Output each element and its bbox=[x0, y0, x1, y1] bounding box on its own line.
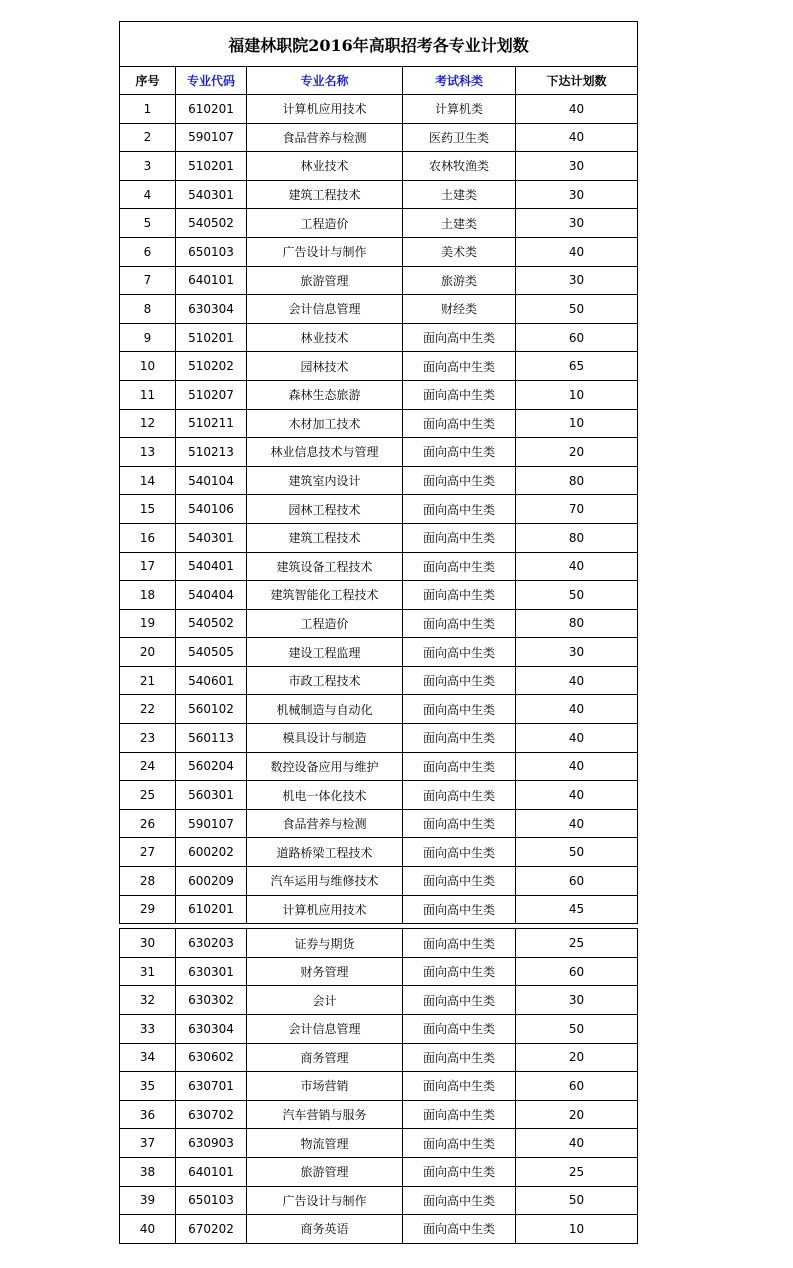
cell-seq: 37 bbox=[120, 1129, 176, 1158]
cell-exam-category: 面向高中生类 bbox=[403, 609, 516, 638]
cell-seq: 1 bbox=[120, 95, 176, 124]
cell-major-name: 财务管理 bbox=[247, 957, 403, 986]
table-row bbox=[120, 466, 638, 495]
cell-exam-category: 面向高中生类 bbox=[403, 986, 516, 1015]
cell-code: 610201 bbox=[176, 95, 247, 124]
cell-code: 540301 bbox=[176, 180, 247, 209]
cell-seq: 31 bbox=[120, 957, 176, 986]
cell-seq: 19 bbox=[120, 609, 176, 638]
cell-exam-category: 面向高中生类 bbox=[403, 523, 516, 552]
cell-major-name: 证券与期货 bbox=[247, 929, 403, 958]
cell-major-name: 广告设计与制作 bbox=[247, 1186, 403, 1215]
cell-plan-count: 30 bbox=[516, 180, 638, 209]
cell-major-name: 道路桥梁工程技术 bbox=[247, 838, 403, 867]
table-row bbox=[120, 752, 638, 781]
cell-exam-category: 面向高中生类 bbox=[403, 838, 516, 867]
cell-major-name: 森林生态旅游 bbox=[247, 380, 403, 409]
table-row bbox=[120, 666, 638, 695]
cell-seq: 12 bbox=[120, 409, 176, 438]
cell-exam-category: 旅游类 bbox=[403, 266, 516, 295]
table-row bbox=[120, 123, 638, 152]
cell-seq: 20 bbox=[120, 638, 176, 667]
table-row bbox=[120, 1157, 638, 1186]
cell-major-name: 工程造价 bbox=[247, 209, 403, 238]
cell-code: 540301 bbox=[176, 523, 247, 552]
cell-major-name: 物流管理 bbox=[247, 1129, 403, 1158]
cell-plan-count: 70 bbox=[516, 495, 638, 524]
cell-exam-category: 面向高中生类 bbox=[403, 1215, 516, 1244]
cell-plan-count: 30 bbox=[516, 152, 638, 181]
cell-seq: 6 bbox=[120, 237, 176, 266]
table-row bbox=[120, 957, 638, 986]
cell-major-name: 建设工程监理 bbox=[247, 638, 403, 667]
cell-plan-count: 50 bbox=[516, 1015, 638, 1044]
cell-code: 640101 bbox=[176, 1157, 247, 1186]
cell-code: 560102 bbox=[176, 695, 247, 724]
cell-plan-count: 80 bbox=[516, 523, 638, 552]
cell-exam-category: 财经类 bbox=[403, 295, 516, 324]
cell-seq: 13 bbox=[120, 438, 176, 467]
cell-code: 540502 bbox=[176, 609, 247, 638]
cell-major-name: 食品营养与检测 bbox=[247, 809, 403, 838]
cell-major-name: 市政工程技术 bbox=[247, 666, 403, 695]
cell-exam-category: 面向高中生类 bbox=[403, 929, 516, 958]
cell-seq: 22 bbox=[120, 695, 176, 724]
cell-seq: 18 bbox=[120, 581, 176, 610]
cell-code: 590107 bbox=[176, 123, 247, 152]
table-row bbox=[120, 609, 638, 638]
cell-plan-count: 40 bbox=[516, 237, 638, 266]
cell-exam-category: 面向高中生类 bbox=[403, 1157, 516, 1186]
cell-exam-category: 面向高中生类 bbox=[403, 1129, 516, 1158]
cell-exam-category: 面向高中生类 bbox=[403, 409, 516, 438]
cell-seq: 29 bbox=[120, 895, 176, 924]
cell-exam-category: 面向高中生类 bbox=[403, 638, 516, 667]
cell-seq: 9 bbox=[120, 323, 176, 352]
table-row bbox=[120, 929, 638, 958]
cell-plan-count: 45 bbox=[516, 895, 638, 924]
table-body bbox=[120, 95, 638, 1244]
cell-code: 630701 bbox=[176, 1072, 247, 1101]
cell-plan-count: 50 bbox=[516, 581, 638, 610]
cell-major-name: 会计 bbox=[247, 986, 403, 1015]
cell-plan-count: 40 bbox=[516, 752, 638, 781]
cell-exam-category: 面向高中生类 bbox=[403, 552, 516, 581]
cell-major-name: 林业技术 bbox=[247, 152, 403, 181]
cell-exam-category: 面向高中生类 bbox=[403, 867, 516, 896]
cell-seq: 2 bbox=[120, 123, 176, 152]
cell-major-name: 模具设计与制造 bbox=[247, 724, 403, 753]
header-code: 专业代码 bbox=[176, 67, 247, 95]
cell-code: 630302 bbox=[176, 986, 247, 1015]
cell-plan-count: 80 bbox=[516, 609, 638, 638]
cell-code: 640101 bbox=[176, 266, 247, 295]
cell-major-name: 汽车运用与维修技术 bbox=[247, 867, 403, 896]
cell-plan-count: 60 bbox=[516, 323, 638, 352]
table-row bbox=[120, 266, 638, 295]
cell-seq: 38 bbox=[120, 1157, 176, 1186]
cell-major-name: 建筑室内设计 bbox=[247, 466, 403, 495]
cell-exam-category: 面向高中生类 bbox=[403, 752, 516, 781]
cell-seq: 33 bbox=[120, 1015, 176, 1044]
cell-plan-count: 30 bbox=[516, 638, 638, 667]
cell-exam-category: 面向高中生类 bbox=[403, 781, 516, 810]
cell-code: 540505 bbox=[176, 638, 247, 667]
table-row bbox=[120, 781, 638, 810]
cell-code: 560204 bbox=[176, 752, 247, 781]
cell-major-name: 会计信息管理 bbox=[247, 1015, 403, 1044]
cell-seq: 34 bbox=[120, 1043, 176, 1072]
cell-code: 630702 bbox=[176, 1100, 247, 1129]
cell-code: 600209 bbox=[176, 867, 247, 896]
cell-code: 540106 bbox=[176, 495, 247, 524]
cell-code: 590107 bbox=[176, 809, 247, 838]
cell-seq: 32 bbox=[120, 986, 176, 1015]
cell-code: 540404 bbox=[176, 581, 247, 610]
cell-seq: 27 bbox=[120, 838, 176, 867]
cell-exam-category: 面向高中生类 bbox=[403, 1043, 516, 1072]
cell-plan-count: 30 bbox=[516, 209, 638, 238]
cell-plan-count: 60 bbox=[516, 957, 638, 986]
cell-exam-category: 美术类 bbox=[403, 237, 516, 266]
cell-exam-category: 面向高中生类 bbox=[403, 1015, 516, 1044]
cell-seq: 39 bbox=[120, 1186, 176, 1215]
table-row bbox=[120, 867, 638, 896]
cell-seq: 8 bbox=[120, 295, 176, 324]
table-row bbox=[120, 409, 638, 438]
cell-code: 540401 bbox=[176, 552, 247, 581]
cell-code: 560113 bbox=[176, 724, 247, 753]
header-exam-category: 考试科类 bbox=[403, 67, 516, 95]
cell-exam-category: 面向高中生类 bbox=[403, 323, 516, 352]
table-row bbox=[120, 237, 638, 266]
table-row bbox=[120, 1072, 638, 1101]
plan-table bbox=[119, 21, 638, 1244]
cell-plan-count: 40 bbox=[516, 95, 638, 124]
cell-seq: 4 bbox=[120, 180, 176, 209]
cell-major-name: 广告设计与制作 bbox=[247, 237, 403, 266]
cell-exam-category: 面向高中生类 bbox=[403, 724, 516, 753]
cell-major-name: 工程造价 bbox=[247, 609, 403, 638]
cell-plan-count: 10 bbox=[516, 1215, 638, 1244]
table-row bbox=[120, 1100, 638, 1129]
cell-plan-count: 50 bbox=[516, 295, 638, 324]
cell-code: 630304 bbox=[176, 295, 247, 324]
cell-plan-count: 20 bbox=[516, 1100, 638, 1129]
cell-major-name: 建筑工程技术 bbox=[247, 523, 403, 552]
cell-major-name: 商务管理 bbox=[247, 1043, 403, 1072]
cell-major-name: 机械制造与自动化 bbox=[247, 695, 403, 724]
table-row bbox=[120, 152, 638, 181]
cell-exam-category: 面向高中生类 bbox=[403, 466, 516, 495]
cell-seq: 26 bbox=[120, 809, 176, 838]
table-row bbox=[120, 1215, 638, 1244]
table-row bbox=[120, 438, 638, 467]
table-row bbox=[120, 323, 638, 352]
table-row bbox=[120, 1129, 638, 1158]
table-row bbox=[120, 209, 638, 238]
cell-seq: 17 bbox=[120, 552, 176, 581]
cell-major-name: 林业信息技术与管理 bbox=[247, 438, 403, 467]
table-row bbox=[120, 581, 638, 610]
table-row bbox=[120, 986, 638, 1015]
header-row bbox=[120, 67, 638, 95]
header-seq: 序号 bbox=[120, 67, 176, 95]
cell-code: 510201 bbox=[176, 152, 247, 181]
cell-code: 630203 bbox=[176, 929, 247, 958]
cell-plan-count: 65 bbox=[516, 352, 638, 381]
cell-major-name: 旅游管理 bbox=[247, 266, 403, 295]
plan-table-container bbox=[119, 21, 637, 1244]
cell-plan-count: 40 bbox=[516, 724, 638, 753]
cell-code: 610201 bbox=[176, 895, 247, 924]
cell-code: 670202 bbox=[176, 1215, 247, 1244]
cell-code: 540502 bbox=[176, 209, 247, 238]
cell-plan-count: 30 bbox=[516, 266, 638, 295]
cell-seq: 3 bbox=[120, 152, 176, 181]
cell-code: 630903 bbox=[176, 1129, 247, 1158]
table-row bbox=[120, 895, 638, 924]
cell-plan-count: 40 bbox=[516, 781, 638, 810]
cell-exam-category: 农林牧渔类 bbox=[403, 152, 516, 181]
cell-major-name: 林业技术 bbox=[247, 323, 403, 352]
cell-plan-count: 25 bbox=[516, 929, 638, 958]
cell-code: 510201 bbox=[176, 323, 247, 352]
cell-major-name: 市场营销 bbox=[247, 1072, 403, 1101]
cell-code: 510207 bbox=[176, 380, 247, 409]
cell-seq: 35 bbox=[120, 1072, 176, 1101]
table-row bbox=[120, 638, 638, 667]
cell-seq: 7 bbox=[120, 266, 176, 295]
cell-exam-category: 面向高中生类 bbox=[403, 380, 516, 409]
table-row bbox=[120, 180, 638, 209]
table-row bbox=[120, 380, 638, 409]
cell-code: 540104 bbox=[176, 466, 247, 495]
cell-code: 510211 bbox=[176, 409, 247, 438]
table-row bbox=[120, 95, 638, 124]
cell-exam-category: 医药卫生类 bbox=[403, 123, 516, 152]
cell-plan-count: 80 bbox=[516, 466, 638, 495]
cell-major-name: 园林工程技术 bbox=[247, 495, 403, 524]
cell-exam-category: 面向高中生类 bbox=[403, 495, 516, 524]
cell-exam-category: 面向高中生类 bbox=[403, 581, 516, 610]
cell-seq: 28 bbox=[120, 867, 176, 896]
cell-plan-count: 60 bbox=[516, 867, 638, 896]
cell-plan-count: 60 bbox=[516, 1072, 638, 1101]
cell-plan-count: 50 bbox=[516, 1186, 638, 1215]
cell-seq: 25 bbox=[120, 781, 176, 810]
cell-major-name: 建筑设备工程技术 bbox=[247, 552, 403, 581]
cell-seq: 15 bbox=[120, 495, 176, 524]
cell-exam-category: 面向高中生类 bbox=[403, 895, 516, 924]
cell-exam-category: 面向高中生类 bbox=[403, 957, 516, 986]
header-plan-count: 下达计划数 bbox=[516, 67, 638, 95]
cell-seq: 5 bbox=[120, 209, 176, 238]
cell-major-name: 建筑智能化工程技术 bbox=[247, 581, 403, 610]
cell-major-name: 商务英语 bbox=[247, 1215, 403, 1244]
cell-plan-count: 20 bbox=[516, 1043, 638, 1072]
cell-seq: 11 bbox=[120, 380, 176, 409]
cell-exam-category: 面向高中生类 bbox=[403, 1100, 516, 1129]
cell-plan-count: 40 bbox=[516, 1129, 638, 1158]
cell-seq: 24 bbox=[120, 752, 176, 781]
cell-major-name: 园林技术 bbox=[247, 352, 403, 381]
cell-plan-count: 10 bbox=[516, 380, 638, 409]
cell-plan-count: 50 bbox=[516, 838, 638, 867]
table-row bbox=[120, 295, 638, 324]
table-row bbox=[120, 838, 638, 867]
cell-plan-count: 40 bbox=[516, 695, 638, 724]
cell-major-name: 计算机应用技术 bbox=[247, 895, 403, 924]
cell-exam-category: 计算机类 bbox=[403, 95, 516, 124]
cell-exam-category: 土建类 bbox=[403, 180, 516, 209]
cell-major-name: 计算机应用技术 bbox=[247, 95, 403, 124]
table-row bbox=[120, 495, 638, 524]
cell-code: 540601 bbox=[176, 666, 247, 695]
table-row bbox=[120, 552, 638, 581]
cell-plan-count: 40 bbox=[516, 123, 638, 152]
cell-seq: 30 bbox=[120, 929, 176, 958]
cell-code: 630301 bbox=[176, 957, 247, 986]
cell-exam-category: 面向高中生类 bbox=[403, 809, 516, 838]
table-row bbox=[120, 523, 638, 552]
cell-code: 650103 bbox=[176, 1186, 247, 1215]
cell-code: 560301 bbox=[176, 781, 247, 810]
cell-major-name: 汽车营销与服务 bbox=[247, 1100, 403, 1129]
cell-major-name: 旅游管理 bbox=[247, 1157, 403, 1186]
cell-exam-category: 面向高中生类 bbox=[403, 438, 516, 467]
cell-code: 510213 bbox=[176, 438, 247, 467]
cell-exam-category: 土建类 bbox=[403, 209, 516, 238]
table-row bbox=[120, 1015, 638, 1044]
cell-code: 630304 bbox=[176, 1015, 247, 1044]
cell-exam-category: 面向高中生类 bbox=[403, 1186, 516, 1215]
table-row bbox=[120, 1186, 638, 1215]
cell-code: 630602 bbox=[176, 1043, 247, 1072]
cell-exam-category: 面向高中生类 bbox=[403, 695, 516, 724]
table-row bbox=[120, 809, 638, 838]
cell-code: 650103 bbox=[176, 237, 247, 266]
header-major-name: 专业名称 bbox=[247, 67, 403, 95]
cell-code: 600202 bbox=[176, 838, 247, 867]
cell-major-name: 食品营养与检测 bbox=[247, 123, 403, 152]
cell-major-name: 数控设备应用与维护 bbox=[247, 752, 403, 781]
cell-exam-category: 面向高中生类 bbox=[403, 352, 516, 381]
cell-seq: 16 bbox=[120, 523, 176, 552]
cell-major-name: 机电一体化技术 bbox=[247, 781, 403, 810]
cell-exam-category: 面向高中生类 bbox=[403, 666, 516, 695]
cell-major-name: 木材加工技术 bbox=[247, 409, 403, 438]
cell-major-name: 会计信息管理 bbox=[247, 295, 403, 324]
cell-plan-count: 40 bbox=[516, 666, 638, 695]
cell-seq: 21 bbox=[120, 666, 176, 695]
cell-plan-count: 40 bbox=[516, 552, 638, 581]
table-title: 福建林职院2016年高职招考各专业计划数 bbox=[120, 22, 638, 67]
table-row bbox=[120, 1043, 638, 1072]
cell-seq: 23 bbox=[120, 724, 176, 753]
cell-plan-count: 20 bbox=[516, 438, 638, 467]
table-row bbox=[120, 352, 638, 381]
cell-major-name: 建筑工程技术 bbox=[247, 180, 403, 209]
table-row bbox=[120, 695, 638, 724]
cell-plan-count: 25 bbox=[516, 1157, 638, 1186]
cell-plan-count: 10 bbox=[516, 409, 638, 438]
table-row bbox=[120, 724, 638, 753]
cell-seq: 14 bbox=[120, 466, 176, 495]
cell-exam-category: 面向高中生类 bbox=[403, 1072, 516, 1101]
cell-plan-count: 30 bbox=[516, 986, 638, 1015]
cell-plan-count: 40 bbox=[516, 809, 638, 838]
cell-seq: 36 bbox=[120, 1100, 176, 1129]
cell-seq: 40 bbox=[120, 1215, 176, 1244]
cell-seq: 10 bbox=[120, 352, 176, 381]
cell-code: 510202 bbox=[176, 352, 247, 381]
